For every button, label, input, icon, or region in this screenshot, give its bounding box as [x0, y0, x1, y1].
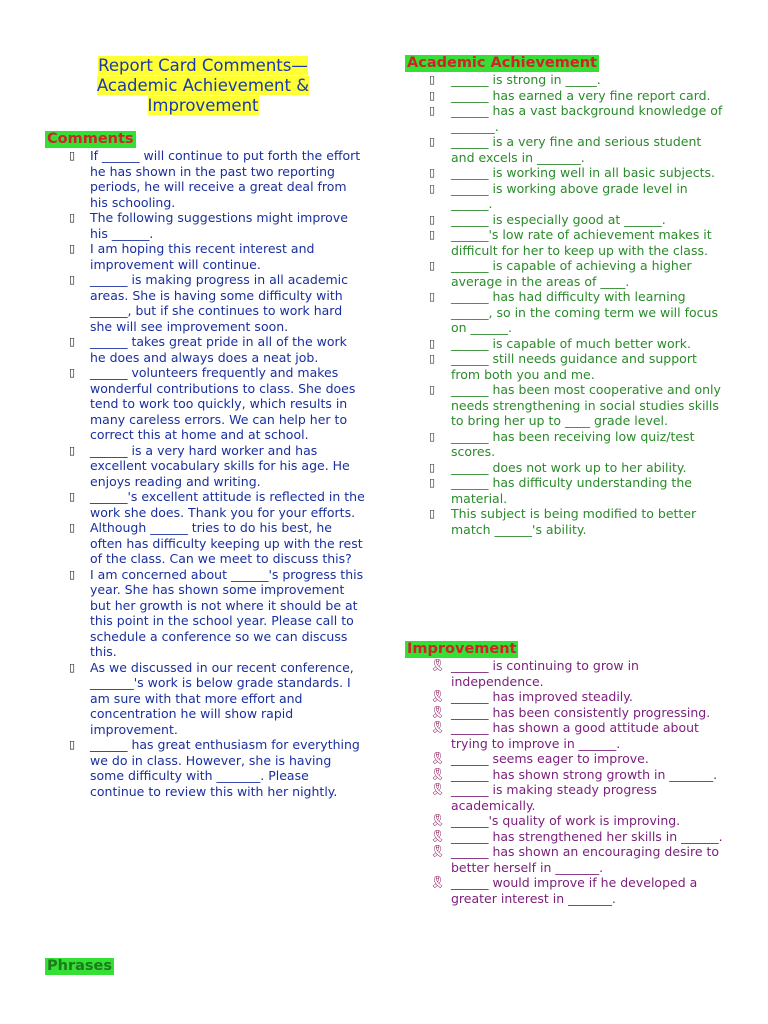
- ribbon-bullet-icon: 🎗: [430, 751, 446, 765]
- box-bullet-icon: ▯: [429, 212, 436, 226]
- list-item: [45, 210, 365, 241]
- list-item-text: ______ is especially good at ______.: [451, 211, 666, 227]
- list-item-text: ______ has been most cooperative and only needs strengthening in social studies skills to bring her up to ____ grade level.: [451, 382, 721, 428]
- list-item: [45, 241, 365, 272]
- list-item-text: I am hoping this recent interest and improvement will continue.: [90, 241, 315, 272]
- title-line-3: Improvement: [147, 96, 259, 115]
- list-item: [45, 334, 365, 365]
- box-bullet-icon: ▯: [429, 88, 436, 102]
- list-item: [405, 844, 725, 875]
- box-bullet-icon: ▯: [429, 259, 436, 272]
- list-item-text: ______ has been consistently progressing.: [451, 704, 711, 720]
- ribbon-bullet-icon: 🎗: [430, 689, 446, 703]
- list-item-text: ______ is a very fine and serious student and excels in _______.: [451, 134, 702, 165]
- ribbon-bullet-icon: 🎗: [430, 766, 446, 781]
- box-bullet-icon: ▯: [429, 429, 436, 443]
- list-item-text: ______'s low rate of achievement makes it difficult for her to keep up with the class.: [451, 227, 712, 258]
- list-item: [45, 520, 365, 567]
- box-bullet-icon: ▯: [429, 352, 436, 365]
- box-bullet-icon: ▯: [69, 490, 76, 503]
- list-item-text: ______ seems eager to improve.: [451, 751, 649, 766]
- document-title: [73, 56, 333, 116]
- list-item-text: ______ has shown an encouraging desire to better herself in _______.: [451, 844, 720, 875]
- list-item-text: ______ is strong in _____.: [451, 72, 601, 87]
- list-item-text: ______ still needs guidance and support from both you and me.: [451, 351, 697, 382]
- list-item: [45, 365, 365, 443]
- list-item: [45, 489, 365, 520]
- list-item-text: ______ has earned a very fine report card.: [451, 87, 711, 103]
- box-bullet-icon: ▯: [429, 104, 436, 117]
- list-item: [405, 181, 725, 212]
- list-item-text: ______ has great enthusiasm for everything we do in class. However, she is having some difficulty with _______. Please continue to review this with her nightly.: [90, 737, 360, 799]
- list-item: [405, 782, 725, 813]
- box-bullet-icon: ▯: [429, 336, 436, 350]
- list-item: [405, 875, 725, 906]
- box-bullet-icon: ▯: [429, 460, 436, 474]
- list-item-text: ______ is capable of achieving a higher average in the areas of ____.: [451, 258, 692, 289]
- list-item: [405, 767, 725, 783]
- list-item: [405, 829, 725, 845]
- list-item: [405, 689, 725, 705]
- list-item: [405, 658, 725, 689]
- list-item: [405, 720, 725, 751]
- ribbon-bullet-icon: 🎗: [430, 813, 446, 827]
- box-bullet-icon: ▯: [429, 476, 436, 489]
- ribbon-bullet-icon: 🎗: [430, 782, 446, 796]
- improvement-list: [405, 658, 725, 906]
- list-item-text: As we discussed in our recent conference, _______'s work is below grade standards. I am sure with that more effort and concentration he will show rapid improvement.: [90, 659, 354, 737]
- list-item-text: ______ takes great pride in all of the work he does and always does a neat job.: [90, 334, 347, 365]
- list-item-text: ______'s quality of work is improving.: [451, 813, 681, 828]
- list-item-text: ______ has a vast background knowledge of _______.: [451, 103, 723, 134]
- list-item-text: This subject is being modified to better match ______'s ability.: [451, 506, 697, 537]
- list-item-text: ______ does not work up to her ability.: [451, 459, 687, 475]
- list-item: [405, 289, 725, 336]
- list-item: [45, 443, 365, 490]
- list-item-text: ______'s excellent attitude is reflected in the work she does. Thank you for your efforts.: [90, 489, 365, 520]
- box-bullet-icon: ▯: [429, 73, 436, 86]
- box-bullet-icon: ▯: [69, 273, 76, 286]
- list-item-text: ______ is making progress in all academic areas. She is having some difficulty with ______, but if she continues to work hard she will see improvement soon.: [90, 272, 349, 334]
- box-bullet-icon: ▯: [69, 567, 76, 581]
- box-bullet-icon: ▯: [429, 383, 436, 396]
- title-line-2: Academic Achievement &: [96, 76, 310, 95]
- box-bullet-icon: ▯: [69, 149, 76, 162]
- box-bullet-icon: ▯: [69, 443, 76, 457]
- list-item: [45, 660, 365, 738]
- box-bullet-icon: ▯: [429, 181, 436, 195]
- ribbon-bullet-icon: 🎗: [430, 704, 446, 719]
- phrases-heading: Phrases: [47, 958, 112, 974]
- ribbon-bullet-icon: 🎗: [430, 828, 446, 843]
- list-item: [45, 148, 365, 210]
- list-item: [405, 88, 725, 104]
- list-item-text: ______ has improved steadily.: [451, 689, 633, 704]
- list-item: [405, 351, 725, 382]
- box-bullet-icon: ▯: [429, 135, 436, 148]
- box-bullet-icon: ▯: [429, 228, 436, 241]
- academic-achievement-list: [405, 72, 725, 537]
- list-item-text: ______ is a very hard worker and has excellent vocabulary skills for his age. He enjoys reading and writing.: [90, 442, 350, 489]
- list-item: [405, 103, 725, 134]
- box-bullet-icon: ▯: [429, 290, 436, 303]
- box-bullet-icon: ▯: [69, 242, 76, 255]
- title-line-1: Report Card Comments—: [98, 56, 308, 75]
- list-item: [405, 506, 725, 537]
- box-bullet-icon: ▯: [429, 166, 436, 179]
- list-item-text: ______ is working well in all basic subjects.: [451, 165, 715, 180]
- box-bullet-icon: ▯: [69, 366, 76, 379]
- list-item: [405, 429, 725, 460]
- list-item: [405, 475, 725, 506]
- ribbon-bullet-icon: 🎗: [430, 844, 446, 858]
- list-item-text: ______ is capable of much better work.: [451, 335, 691, 351]
- list-item: [405, 165, 725, 181]
- list-item-text: ______ is making steady progress academically.: [451, 782, 657, 813]
- list-item-text: ______ would improve if he developed a greater interest in _______.: [451, 875, 698, 906]
- list-item: [405, 751, 725, 767]
- list-item-text: ______ has shown strong growth in _______.: [451, 766, 718, 782]
- list-item-text: ______ has difficulty understanding the material.: [451, 475, 692, 506]
- list-item: [405, 134, 725, 165]
- list-item: [45, 567, 365, 660]
- box-bullet-icon: ▯: [429, 507, 436, 520]
- list-item: [405, 258, 725, 289]
- list-item-text: ______ has strengthened her skills in ______.: [451, 828, 723, 844]
- list-item: [405, 72, 725, 88]
- comments-list: [45, 148, 365, 799]
- comments-heading: Comments: [47, 131, 134, 147]
- list-item: [45, 272, 365, 334]
- ribbon-bullet-icon: 🎗: [430, 720, 446, 734]
- list-item-text: ______ is continuing to grow in independence.: [451, 658, 639, 689]
- list-item: [405, 705, 725, 721]
- ribbon-bullet-icon: 🎗: [430, 658, 446, 672]
- box-bullet-icon: ▯: [69, 211, 76, 224]
- improvement-heading: Improvement: [407, 641, 517, 657]
- list-item-text: ______ has been receiving low quiz/test scores.: [451, 428, 695, 459]
- academic-achievement-heading: Academic Achievement: [407, 55, 597, 71]
- list-item: [405, 382, 725, 429]
- list-item: [405, 227, 725, 258]
- list-item: [45, 737, 365, 799]
- box-bullet-icon: ▯: [69, 738, 76, 751]
- list-item-text: ______ has shown a good attitude about trying to improve in ______.: [451, 720, 699, 751]
- list-item-text: The following suggestions might improve his ______.: [90, 210, 348, 241]
- box-bullet-icon: ▯: [69, 521, 76, 534]
- list-item-text: Although ______ tries to do his best, he often has difficulty keeping up with the rest of the class. Can we meet to discuss this?: [90, 520, 363, 566]
- list-item: [405, 336, 725, 352]
- ribbon-bullet-icon: 🎗: [430, 875, 446, 889]
- list-item: [405, 813, 725, 829]
- list-item: [405, 460, 725, 476]
- list-item-text: ______ volunteers frequently and makes wonderful contributions to class. She does tend to work too quickly, which results in many careless errors. We can help her to correct this at home and at school.: [90, 365, 356, 442]
- list-item: [405, 212, 725, 228]
- box-bullet-icon: ▯: [69, 335, 76, 348]
- list-item-text: ______ has had difficulty with learning ______, so in the coming term we will focus on ______.: [451, 289, 718, 335]
- box-bullet-icon: ▯: [69, 660, 76, 674]
- list-item-text: I am concerned about ______'s progress this year. She has shown some improvement but her growth is not where it should be at this point in the school year. Please call to schedule a conference so we can discuss this.: [90, 566, 364, 659]
- list-item-text: If ______ will continue to put forth the effort he has shown in the past two reporting periods, he will receive a great deal from his schooling.: [90, 148, 361, 210]
- list-item-text: ______ is working above grade level in ______.: [451, 180, 688, 211]
